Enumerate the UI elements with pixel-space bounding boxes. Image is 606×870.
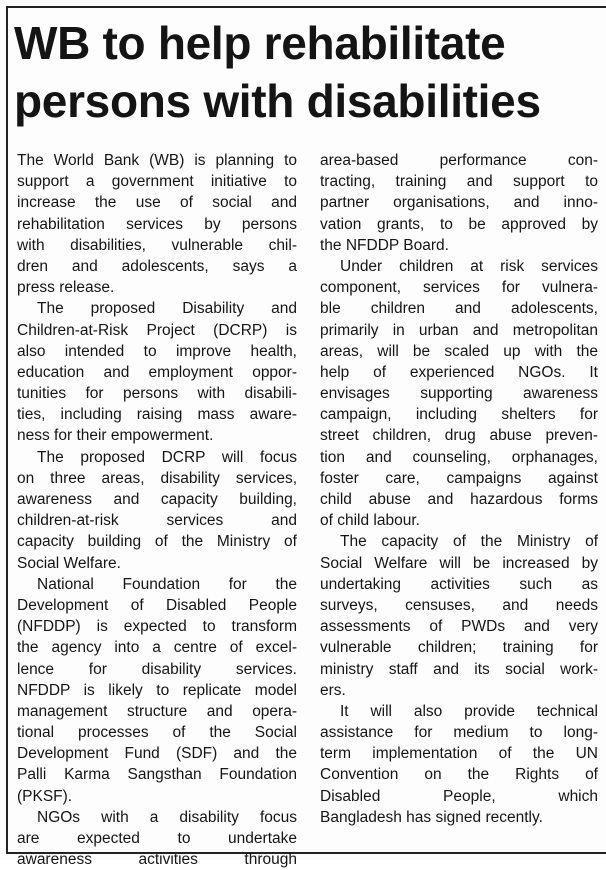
article-text-line: The proposed DCRP will focus xyxy=(37,448,297,466)
article-text-line: ers. xyxy=(320,681,346,699)
article-text-line: dren and adolescents, says a xyxy=(17,257,297,275)
article-text-line: assessments of PWDs and very xyxy=(320,618,598,636)
article-text-line: tunities for persons with disabili- xyxy=(17,385,297,403)
article-text-line: Children-at-Risk Project (DCRP) is xyxy=(17,321,297,339)
article-text-line: are expected to undertake xyxy=(17,830,297,847)
article-text-line: term implementation of the UN xyxy=(320,745,598,763)
article-text-line: with disabilities, vulnerable chil- xyxy=(17,236,297,254)
article-text-line: management structure and opera- xyxy=(17,702,297,720)
headline xyxy=(14,14,600,130)
article-text-line: partner organisations, and inno- xyxy=(320,194,598,212)
article-text-line: assistance for medium to long- xyxy=(320,724,598,742)
article-text-line: tional processes of the Social xyxy=(17,724,297,742)
article-text-line: areas, will be scaled up with the xyxy=(320,342,598,360)
article-text-line: child abuse and hazardous forms xyxy=(320,491,598,508)
article-text-line: The World Bank (WB) is planning to xyxy=(17,152,297,169)
article-text-line: undertaking activities such as xyxy=(320,575,598,593)
article-text-line: awareness and capacity building, xyxy=(17,491,297,508)
article-column-right xyxy=(320,150,598,828)
article-text-line: ministry staff and its social work- xyxy=(320,660,598,678)
article-text-line: The proposed Disability and xyxy=(37,300,297,318)
headline-line-1: WB to help rehabilitate xyxy=(14,17,506,69)
article-text-line: on three areas, disability services, xyxy=(17,469,297,487)
article-text-line: ble children and adolescents, xyxy=(320,300,598,318)
article-text-line: campaign, including shelters for xyxy=(320,406,598,424)
article-text-line: National Foundation for the xyxy=(37,575,297,593)
article-text-line: Bangladesh has signed recently. xyxy=(320,808,543,826)
article-text-line: Social Welfare will be increased by xyxy=(320,554,598,572)
article-text-line: press release. xyxy=(17,279,115,297)
article-text-line: surveys, censuses, and needs xyxy=(320,596,598,614)
article-text-line: tracting, training and support to xyxy=(320,173,598,191)
article-text-line: The capacity of the Ministry of xyxy=(340,533,598,551)
article-text-line: Social Welfare. xyxy=(17,554,121,572)
article-text-line: increase the use of social and xyxy=(17,194,297,212)
article-text-line: lence for disability services. xyxy=(17,660,297,678)
article-text-line: children-at-risk services and xyxy=(17,512,297,530)
article-text-line: primarily in urban and metropolitan xyxy=(320,321,598,339)
article-text-line: help of experienced NGOs. It xyxy=(320,363,598,381)
article-text-line: ness for their empowerment. xyxy=(17,427,214,445)
article-text-line: Convention on the Rights of xyxy=(320,766,598,784)
article-text-line: (NFDDP) is expected to transform xyxy=(17,618,297,636)
article-text-line: Development of Disabled People xyxy=(17,596,297,614)
article-text-line: component, services for vulnera- xyxy=(320,279,598,297)
article-text-line: also intended to improve health, xyxy=(17,342,297,360)
headline-line-2: persons with disabilities xyxy=(14,75,541,127)
frame-left-rule xyxy=(6,6,8,854)
article-text-line: Development Fund (SDF) and the xyxy=(17,745,297,763)
article-text-line: NFDDP is likely to replicate model xyxy=(17,681,297,699)
article-text-line: of child labour. xyxy=(320,512,420,530)
article-text-line: support a government initiative to xyxy=(17,173,297,191)
article-text-line: the NFDDP Board. xyxy=(320,236,449,254)
article-text-line: street children, drug abuse preven- xyxy=(320,427,598,445)
article-text-line: vulnerable children; training for xyxy=(320,639,598,657)
article-text-line: Palli Karma Sangsthan Foundation xyxy=(17,766,297,784)
article-text-line: education and employment oppor- xyxy=(17,363,297,381)
article-text-line: vation grants, to be approved by xyxy=(320,215,598,233)
article-text-line: Disabled People, which xyxy=(320,787,598,805)
article-text-line: NGOs with a disability focus xyxy=(37,808,297,826)
article-text-line: Under children at risk services xyxy=(340,257,598,275)
article-text-line: area-based performance con- xyxy=(320,152,598,169)
article-text-line: rehabilitation services by persons xyxy=(17,215,297,233)
article-text-line: the agency into a centre of excel- xyxy=(17,639,297,657)
article-text-line: It will also provide technical xyxy=(340,702,598,720)
article-text-line: foster care, campaigns against xyxy=(320,469,598,487)
article-text-line: awareness activities through xyxy=(17,851,297,869)
article-text-line: envisages supporting awareness xyxy=(320,385,598,403)
article-column-left xyxy=(17,150,297,870)
article-text-line: ties, including raising mass aware- xyxy=(17,406,297,424)
frame-top-rule xyxy=(6,6,606,8)
article-text-line: capacity building of the Ministry of xyxy=(17,533,297,551)
article-text-line: (PKSF). xyxy=(17,787,73,805)
article-text-line: tion and counseling, orphanages, xyxy=(320,448,598,466)
